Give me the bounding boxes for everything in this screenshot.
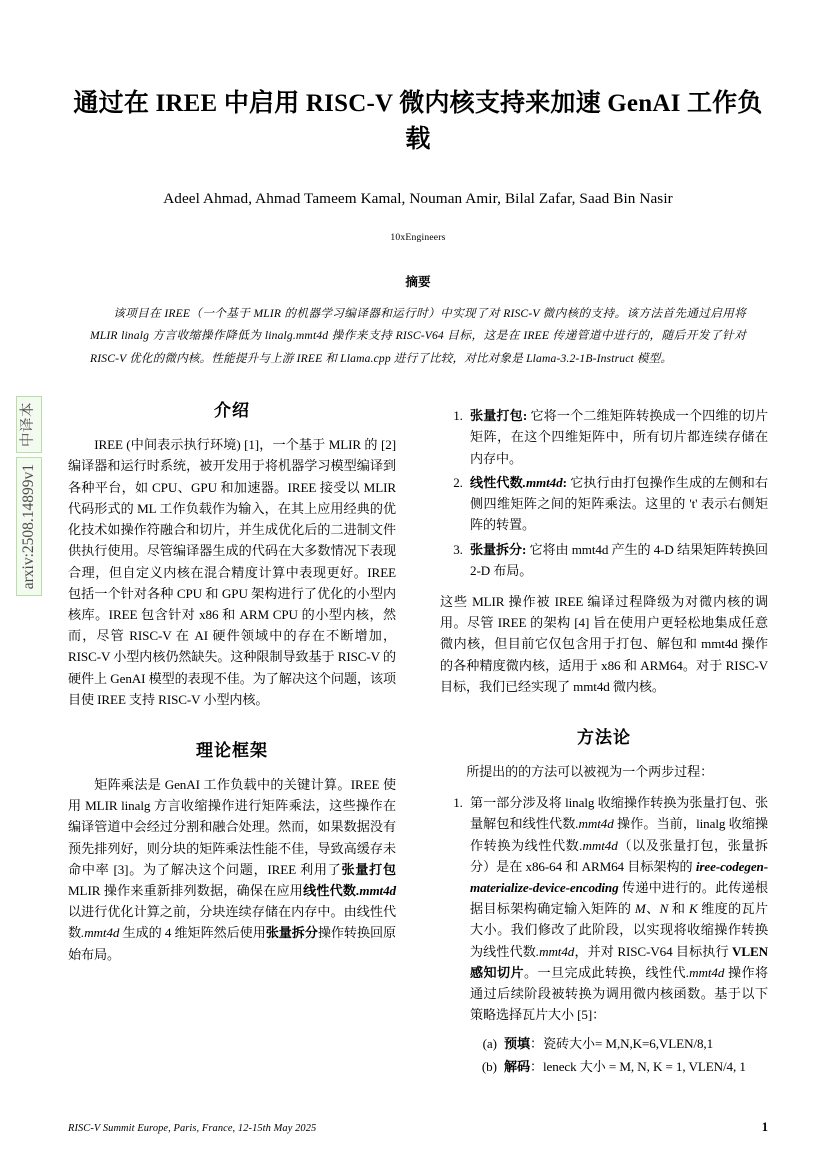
left-column	[68, 396, 396, 974]
list-item	[466, 539, 768, 581]
methodology-sublist	[470, 1033, 768, 1076]
method-1-mmt4d-3: .mmt4d	[535, 943, 575, 959]
page-title: 通过在 IREE 中启用 RISC-V 微内核支持来加速 GenAI 工作负载	[73, 90, 763, 154]
abstract-heading: 摘要	[405, 274, 431, 289]
theory-ops-list	[440, 405, 768, 581]
sublist-1-term: 解码	[504, 1058, 530, 1074]
method-1-g: 传递中进行的。此传递根据目标架构确定输入矩阵的	[470, 879, 768, 917]
sublist-0-text: ：瓷砖大小= M,N,K=6,VLEN/8,1	[530, 1036, 714, 1052]
method-1-mmt4d-4: .mmt4d	[685, 964, 725, 980]
arxiv-stamp	[15, 396, 43, 756]
method-1-mmt4d-2: .mmt4d	[579, 837, 618, 853]
method-1-dim-k: K	[688, 901, 698, 917]
theory-list-2-text: 它将由 mmt4d 产生的 4-D 结果矩阵转换回 2-D 布局。	[470, 541, 768, 578]
theory-paragraph-1	[68, 774, 396, 965]
method-1-e: （以及张量打包，张量拆分）是在 x86-64 和 ARM64 目标架构的	[470, 837, 769, 874]
theory-list-2-term: 张量拆分:	[470, 541, 527, 557]
section-heading-theory: 理论框架	[196, 740, 268, 760]
theory-list-1-term-italic: .mmt4d	[522, 474, 563, 490]
two-column-body	[68, 396, 768, 1086]
methodology-list	[440, 792, 768, 1077]
introduction-paragraph: IREE (中间表示执行环境) [1]，一个基于 MLIR 的 [2] 编译器和运行时系统，被开发用于将机器学习模型编译到各种平台，如 CPU、GPU 和加速器。IREE 接受以 MLIR 代码形式的 ML 工作负载作为输入，在其上应用经典的优化技术如操作符融合和切片，并生成优化后的二进制文件供执行使用。尽管编译器生成的代码在大多数情况下表现合理，但自定义内核在混合精度计算中表现更好。IREE 包括一个针对各种 CPU 和 GPU 架构进行了优化的小型内核库。IREE 包含针对 x86 和 ARM CPU 的小型内核，然而，尽管 RISC-V 在 AI 硬件领域中的存在不断增加，RISC-V 小型内核仍然缺失。这种限制导致基于 RISC-V 的硬件上 GenAI 模型的表现不佳。为了解决这个问题，该项目使 IREE 支持 RISC-V 小型内核。	[68, 437, 396, 707]
arxiv-id-badge: arxiv:2508.14899v1	[16, 457, 43, 596]
theory-list-1-colon: :	[562, 474, 567, 490]
theory-p1-tensor-pack: 张量打包	[341, 861, 396, 877]
theory-p1-f: 以进行优化计算之前，分块连续存储在内存中。由线性代数	[68, 904, 396, 941]
theory-p1-j: 操作转换回原始布局。	[68, 925, 396, 962]
method-1-k: 和	[668, 901, 689, 917]
list-item	[466, 792, 768, 1077]
affiliation: 10xEngineers	[390, 231, 446, 243]
method-1-pass-name: iree-codegen-materialize-device-encoding	[470, 858, 768, 895]
method-1-vlen-aware: VLEN 感知切片	[470, 943, 769, 980]
method-1-i: 、	[645, 901, 660, 917]
theory-list-0-term: 张量打包:	[470, 408, 528, 424]
methodology-intro: 所提出的的方法可以被视为一个两步过程：	[466, 763, 714, 779]
section-heading-introduction: 介绍	[214, 401, 250, 421]
method-1-m: 维度的瓦片大小。我们修改了此阶段，以实现将收缩操作转换为线性代数	[470, 901, 768, 959]
theory-p1-h: 生成的 4 维矩阵然后使用	[119, 925, 266, 941]
method-1-a: 第一部分涉及将 linalg 收缩操作转换为张量打包、张量解包和线性代数	[470, 795, 768, 832]
theory-list-1-text: 它执行由打包操作生成的左侧和右侧四维矩阵之间的矩阵乘法。这里的 't' 表示右侧矩阵的转置。	[470, 474, 768, 533]
theory-paragraph-2: 这些 MLIR 操作被 IREE 编译过程降级为对微内核的调用。尽管 IREE 的架构 [4] 旨在使用户更轻松地集成任意微内核，但目前它仅包含用于打包、解包和 mmt4d 操作的各种精度微内核，适用于 x86 和 ARM64。对于 RISC-V 目标，我们已经实现了 mmt4d 微内核。	[440, 593, 768, 694]
author-list: Adeel Ahmad, Ahmad Tameem Kamal, Nouman Amir, Bilal Zafar, Saad Bin Nasir	[163, 189, 673, 207]
sublist-0-term: 预填	[504, 1036, 530, 1052]
method-1-c: 操作。当前，linalg 收缩操作转换为线性代数	[470, 816, 768, 853]
list-item	[466, 405, 768, 469]
method-1-dim-n: N	[659, 901, 669, 917]
page-footer	[68, 1120, 768, 1135]
right-column	[440, 396, 768, 1086]
sublist-1-text: ：leneck 大小 = M, N, K = 1, VLEN/4, 1	[530, 1058, 746, 1074]
list-item	[500, 1056, 768, 1077]
section-heading-methodology: 方法论	[577, 727, 631, 747]
method-1-o: ，并对 RISC-V64 目标执行	[574, 943, 733, 959]
list-item	[466, 472, 768, 536]
method-1-q: 。一旦完成此转换，线性代	[524, 964, 686, 980]
footer-page-number: 1	[761, 1120, 768, 1134]
theory-p1-mmt4d-1: .mmt4d	[356, 882, 396, 898]
theory-p1-tensor-unpack: 张量拆分	[265, 925, 318, 941]
abstract-section	[68, 271, 768, 371]
method-1-dim-m: M	[634, 901, 646, 917]
theory-p1-c: MLIR 操作来重新排列数据，确保在应用	[68, 882, 304, 898]
theory-list-1-term: 线性代数	[470, 474, 523, 490]
theory-p1-mmt4d-2: .mmt4d	[81, 925, 120, 941]
paper-content	[68, 0, 768, 1169]
method-1-s: 操作将通过后续阶段被转换为调用微内核函数。基于以下策略选择瓦片大小 [5]：	[470, 964, 768, 1023]
list-item	[500, 1033, 768, 1054]
theory-p1-a: 矩阵乘法是 GenAI 工作负载中的关键计算。IREE 使用 MLIR linalg 方言收缩操作进行矩阵乘法，这些操作在编译管道中会经过分割和融合处理。然而，如果数据没有预先排列好，则分块的矩阵乘法性能不佳，导致高缓存未命中率 [3]。为了解决这个问题，IREE 利用了	[68, 776, 396, 877]
footer-venue: RISC-V Summit Europe, Paris, France, 12-15th May 2025	[68, 1123, 317, 1134]
translation-badge: 中译本	[16, 396, 42, 453]
theory-list-0-text: 它将一个二维矩阵转换成一个四维的切片矩阵，在这个四维矩阵中，所有切片都连续存储在内存中。	[470, 408, 768, 466]
method-1-mmt4d-1: .mmt4d	[575, 816, 614, 832]
abstract-body: 该项目在 IREE（一个基于 MLIR 的机器学习编译器和运行时）中实现了对 RISC-V 微内核的支持。该方法首先通过启用将 MLIR linalg 方言收缩操作降低为 linalg.mmt4d 操作来支持 RISC-V64 目标，这是在 IREE 传递管道中进行的，随后开发了针对 RISC-V 优化的微内核。性能提升与上游 IREE 和 Llama.cpp 进行了比较，对比对象是 Llama-3.2-1B-Instruct 模型。	[90, 306, 746, 365]
theory-p1-linalg: 线性代数	[303, 882, 357, 898]
